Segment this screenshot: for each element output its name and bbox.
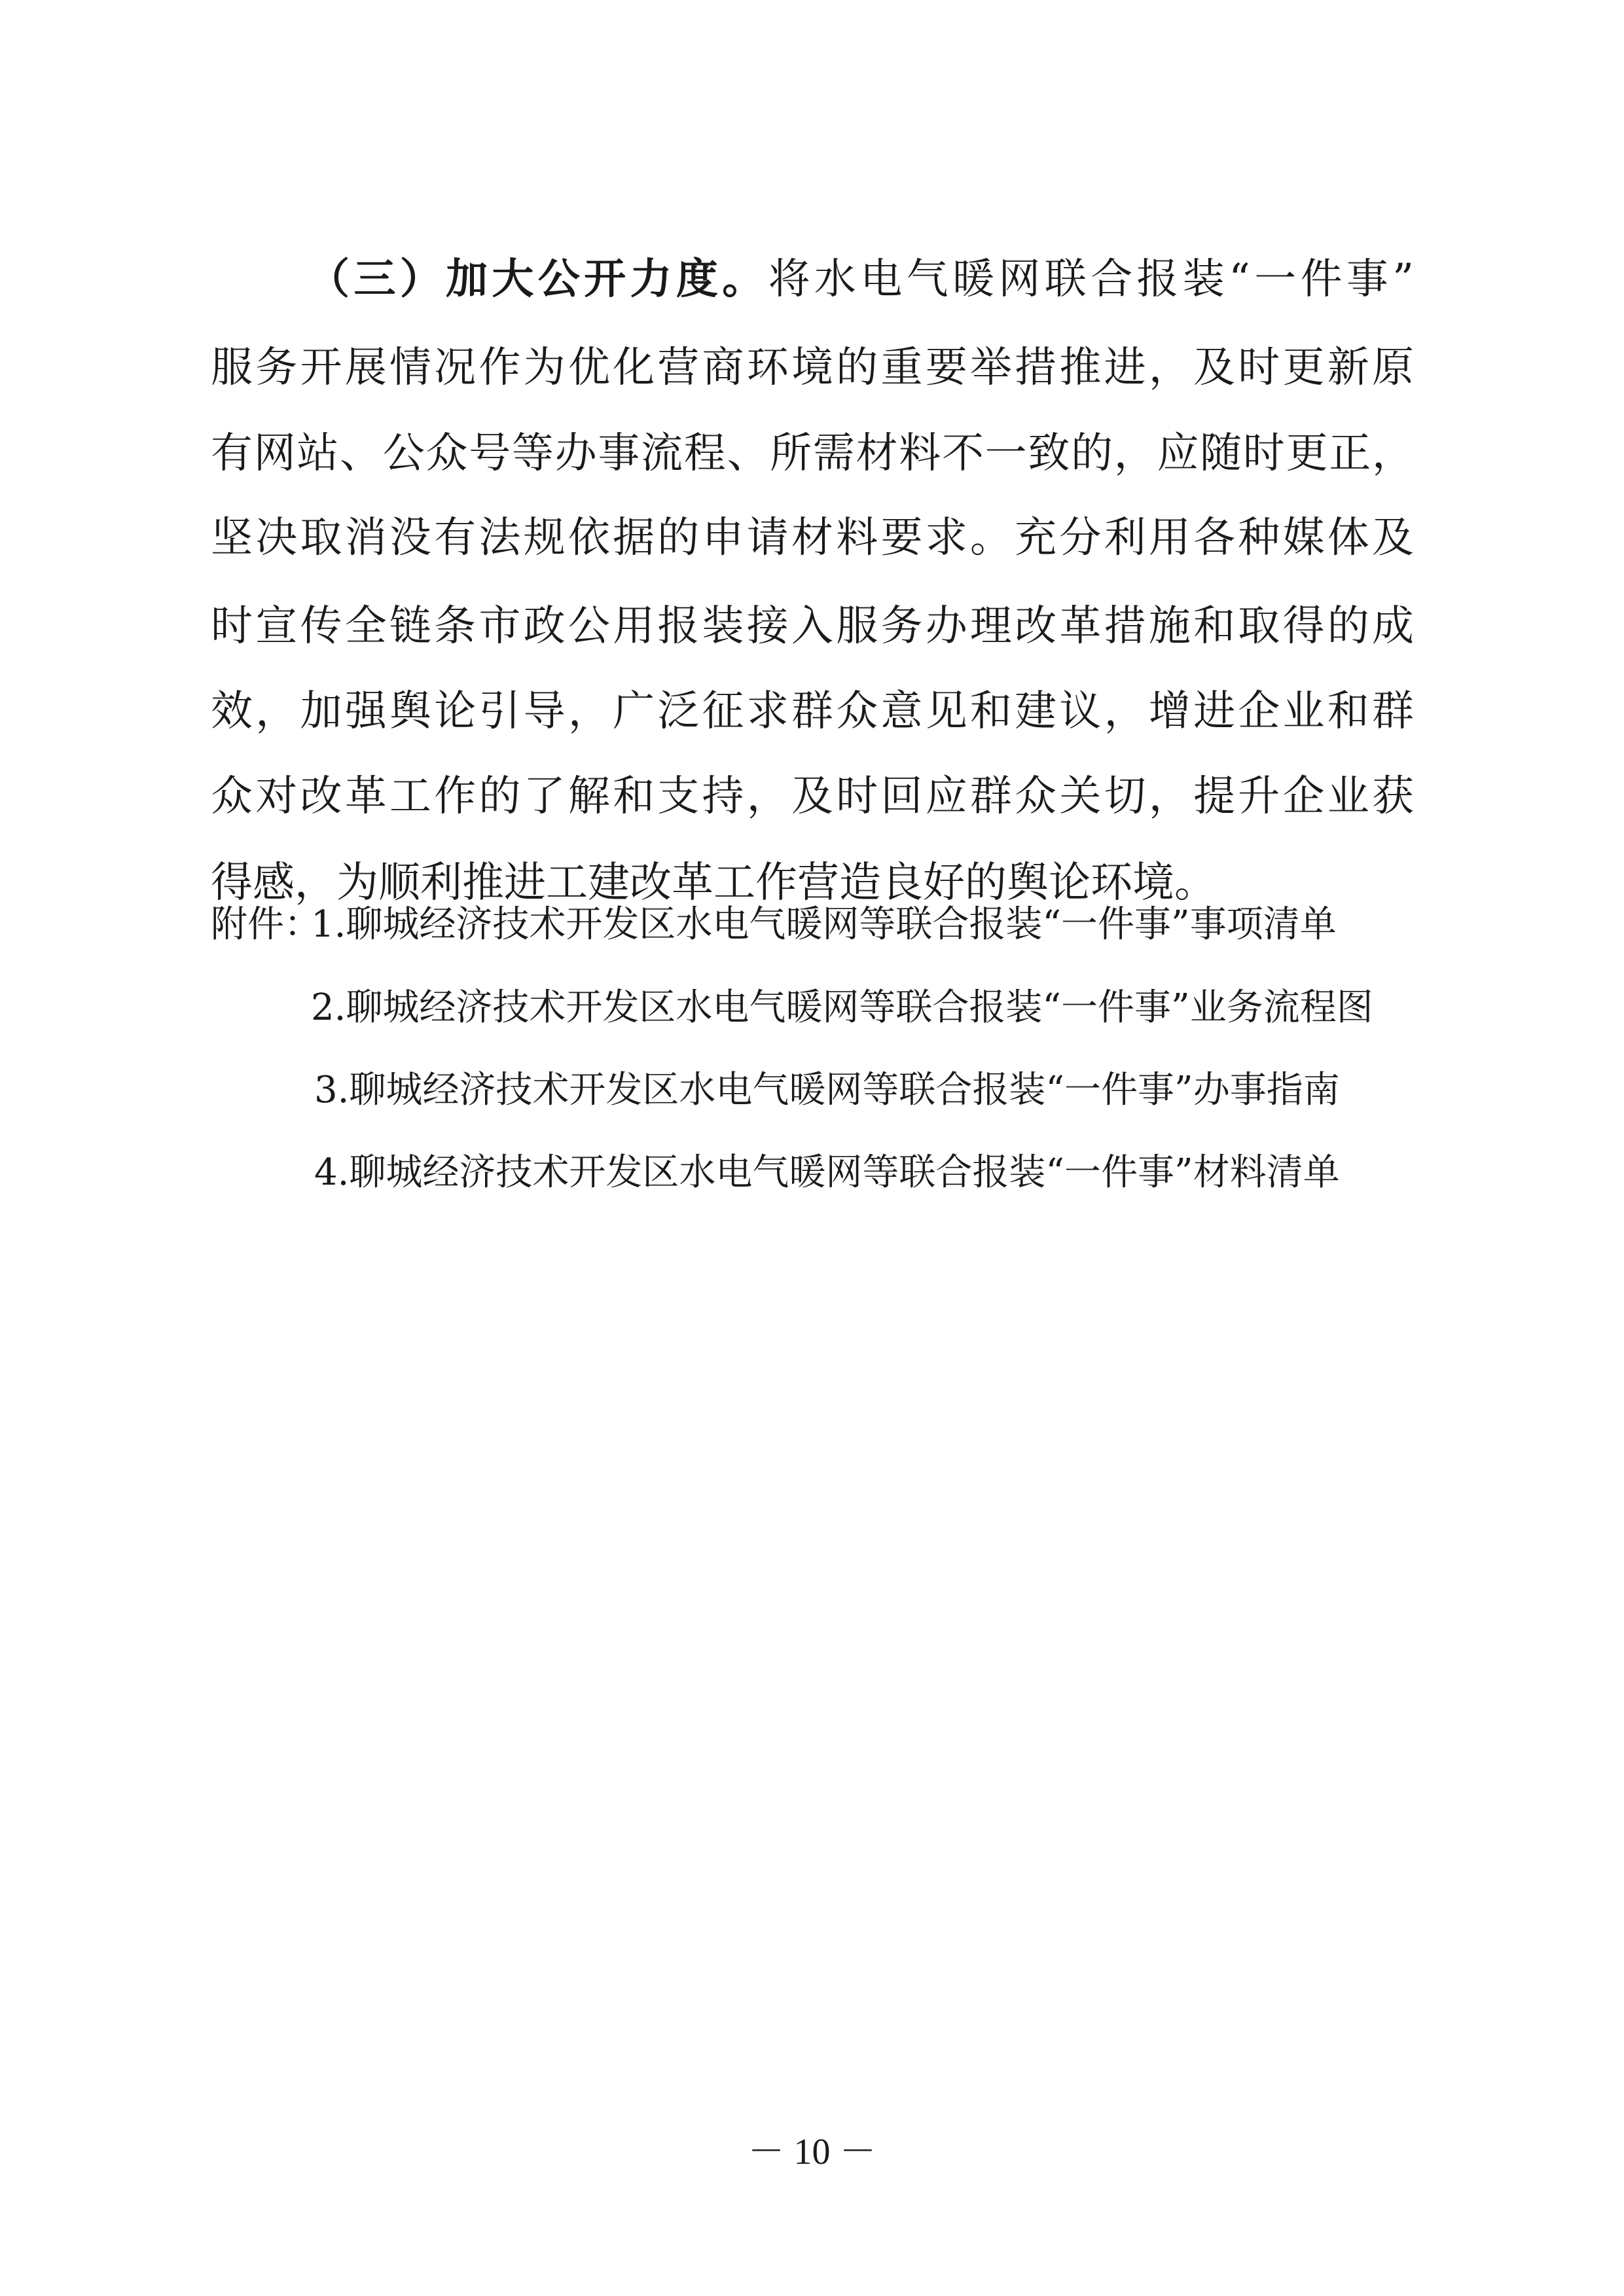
attachment-label: 附件： <box>211 903 321 946</box>
paragraph-line-5: 时宣传全链条市政公用报装接入服务办理改革措施和取得的成 <box>211 602 1414 651</box>
paragraph-text: 将水电气暖网联合报装“一件事” <box>768 255 1415 304</box>
section-heading: （三）加大公开力度。 <box>308 255 768 304</box>
attachment-item-2: 2.聊城经济技术开发区水电气暖网等联合报装“一件事”业务流程图 <box>311 986 1373 1029</box>
paragraph-line-3: 有网站、公众号等办事流程、所需材料不一致的，应随时更正， <box>211 429 1414 478</box>
attachment-item-1: 1.聊城经济技术开发区水电气暖网等联合报装“一件事”事项清单 <box>311 903 1337 946</box>
paragraph-line-8: 得感，为顺利推进工建改革工作营造良好的舆论环境。 <box>211 859 1216 907</box>
paragraph-line-6: 效，加强舆论引导，广泛征求群众意见和建议，增进企业和群 <box>211 687 1414 736</box>
attachment-item-4: 4.聊城经济技术开发区水电气暖网等联合报装“一件事”材料清单 <box>314 1151 1340 1194</box>
paragraph-line-1 <box>308 255 1415 304</box>
paragraph-line-7: 众对改革工作的了解和支持，及时回应群众关切，提升企业获 <box>211 772 1414 821</box>
attachment-item-3: 3.聊城经济技术开发区水电气暖网等联合报装“一件事”办事指南 <box>314 1069 1340 1111</box>
page-number: － 10 － <box>748 2132 876 2172</box>
paragraph-line-4: 坚决取消没有法规依据的申请材料要求。充分利用各种媒体及 <box>211 514 1414 562</box>
paragraph-line-2: 服务开展情况作为优化营商环境的重要举措推进，及时更新原 <box>211 344 1414 392</box>
